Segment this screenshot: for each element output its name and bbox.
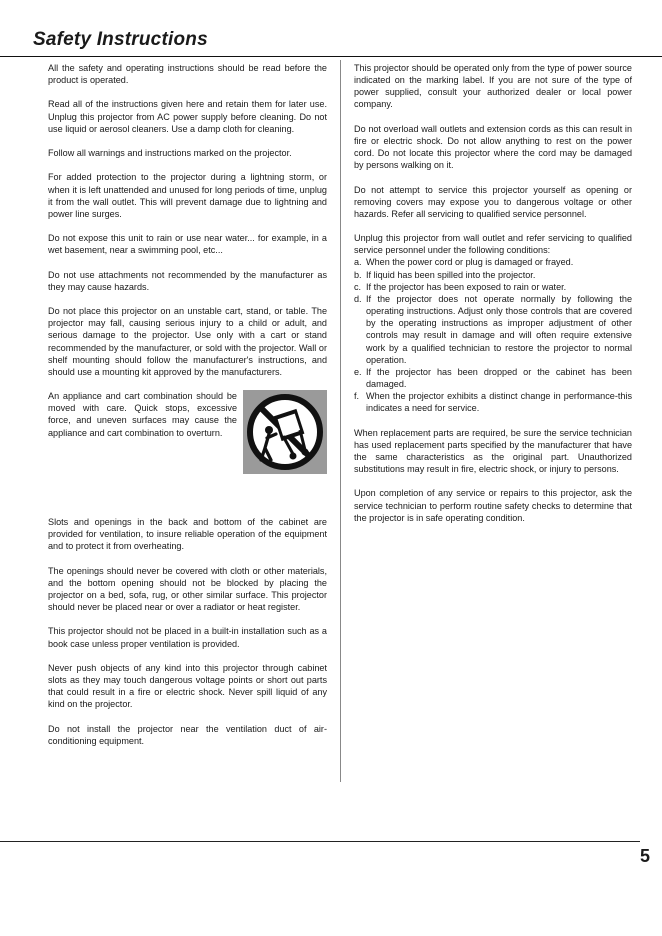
footer-rule xyxy=(0,841,640,842)
paragraph-read-instructions: All the safety and operating instructions should be read before the product is operated. xyxy=(48,63,327,86)
list-item: a. When the power cord or plug is damaged or frayed. xyxy=(354,257,574,268)
paragraph-air-conditioning: Do not install the projector near the ventilation duct of air-conditioning equipment. xyxy=(48,723,327,746)
paragraph-ventilation-slots: Slots and openings in the back and bottom of the cabinet are provided for ventilation, to insure reliable operation of the equipment and to protect it from overheating. xyxy=(48,517,327,552)
conditions-list xyxy=(354,256,632,414)
title-rule xyxy=(0,56,662,57)
paragraph-service-yourself: Do not attempt to service this projector yourself as opening or removing covers may expose you to dangerous voltage or other hazards. Refer all servicing to qualified service personnel. xyxy=(354,184,632,219)
paragraph-follow-warnings: Follow all warnings and instructions marked on the projector. xyxy=(48,148,292,159)
paragraph-power-source: This projector should be operated only from the type of power source indicated on the marking label. If you are not sure of the type of power supplied, consult your authorized dealer or local power company. xyxy=(354,63,632,110)
list-item: b. If liquid has been spilled into the projector. xyxy=(354,269,536,280)
column-divider xyxy=(340,60,341,782)
cart-warning-block xyxy=(48,390,327,478)
list-item: f. When the projector exhibits a distinct change in performance-this indicates a need for service. xyxy=(354,391,632,414)
left-column xyxy=(48,62,327,759)
paragraph-replacement-parts: When replacement parts are required, be sure the service technician has used replacement parts specified by the manufacturer that have the same characteristics as the original part. Unauthorized substitutions may result in fire, electric shock, or injury to persons. xyxy=(354,427,632,475)
list-item: c. If the projector has been exposed to rain or water. xyxy=(354,281,567,292)
paragraph-overload: Do not overload wall outlets and extension cords as this can result in fire or electric shock. Do not allow anything to rest on the power cord. Do not locate this projector where the cord may be damaged by persons walking on it. xyxy=(354,123,632,171)
paragraph-safety-checks: Upon completion of any service or repairs to this projector, ask the service technician to perform routine safety checks to determine that the projector is in safe operating condition. xyxy=(354,488,632,523)
paragraph-cart-combination: An appliance and cart combination should be moved with care. Quick stops, excessive force, and uneven surfaces may cause the appliance and cart combination to overturn. xyxy=(48,391,237,438)
paragraph-cleaning: Read all of the instructions given here and retain them for later use. Unplug this projector from AC power supply before cleaning. Do not use liquid or aerosol cleaners. Use a damp cloth for cleaning. xyxy=(48,99,327,134)
page-number: 5 xyxy=(640,846,651,866)
paragraph-attachments: Do not use attachments not recommended by the manufacturer as they may cause hazards. xyxy=(48,269,327,292)
paragraph-unstable-cart: Do not place this projector on an unstable cart, stand, or table. The projector may fall, causing serious injury to a child or adult, and serious damage to the projector. Use only with a cart or stand recommended by the manufacturer, or sold with the projector. Wall or shelf mounting should follow the manufacturer's instructions, and should use a mounting kit approved by the manufacturers. xyxy=(48,306,327,377)
cart-tip-over-warning-icon xyxy=(243,390,327,474)
right-column xyxy=(354,62,632,536)
list-item: d. If the projector does not operate normally by following the operating instructions. Adjust only those controls that are covered by the operating instructions as improper adjustment of other controls may result in damage and will often require extensive work by a qualified technician to restore the projector to normal operation. xyxy=(354,293,632,365)
page-title: Safety Instructions xyxy=(33,29,208,50)
paragraph-objects: Never push objects of any kind into this projector through cabinet slots as they may touch dangerous voltage points or short out parts that could result in a fire or electric shock. Never spill liquid of any kind on the projector. xyxy=(48,662,327,710)
paragraph-lightning: For added protection to the projector during a lightning storm, or when it is left unattended and unused for long periods of time, unplug it from the wall outlet. This will prevent damage due to lightning and power line surges. xyxy=(48,172,327,219)
paragraph-water: Do not expose this unit to rain or use near water... for example, in a wet basement, near a swimming pool, etc... xyxy=(48,233,327,256)
paragraph-built-in: This projector should not be placed in a built-in installation such as a book case unless proper ventilation is provided. xyxy=(48,626,327,649)
list-item: e. If the projector has been dropped or the cabinet has been damaged. xyxy=(354,366,632,390)
paragraph-unplug-conditions: Unplug this projector from wall outlet and refer servicing to qualified service personnel under the following conditions: xyxy=(354,233,632,256)
paragraph-openings: The openings should never be covered with cloth or other materials, and the bottom opening should not be blocked by placing the projector on a bed, sofa, rug, or other similar surface. This projector should never be placed near or over a radiator or heat register. xyxy=(48,565,327,613)
